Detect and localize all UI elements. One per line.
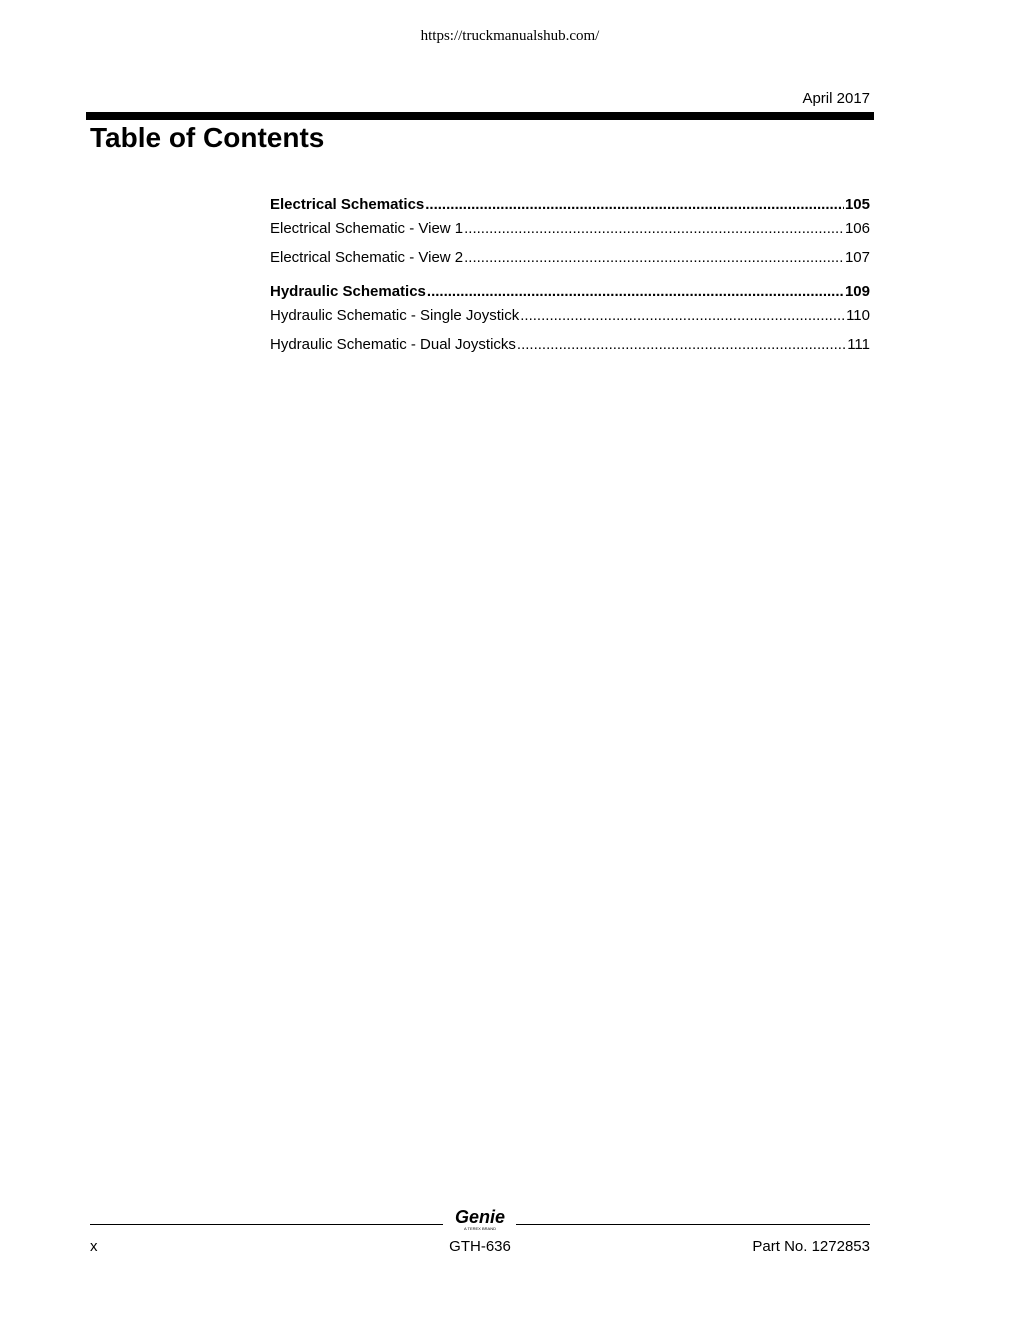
toc-page-number: 109 [844, 283, 870, 300]
toc-leader-dots [464, 217, 844, 241]
toc-page-number: 107 [844, 249, 870, 266]
toc-section-hydraulic[interactable] [270, 280, 870, 304]
page-title: Table of Contents [90, 122, 325, 153]
model-name: GTH-636 [449, 1238, 511, 1255]
toc-entry-label: Hydraulic Schematic - Dual Joysticks [270, 336, 516, 353]
toc-leader-dots [427, 280, 844, 304]
header-rule [86, 112, 874, 120]
toc-page-number: 110 [846, 307, 870, 324]
toc-entry[interactable] [270, 304, 870, 333]
svg-text:A TEREX BRAND: A TEREX BRAND [464, 1226, 496, 1231]
toc-leader-dots [425, 193, 844, 217]
toc-page-number: 111 [847, 336, 870, 353]
genie-logo-icon [448, 1206, 512, 1232]
toc-entry-label: Hydraulic Schematic - Single Joystick [270, 307, 520, 324]
toc-page-number: 105 [844, 196, 870, 213]
toc-entry-label: Electrical Schematic - View 2 [270, 249, 464, 266]
toc-leader-dots [520, 304, 845, 328]
table-of-contents [270, 193, 870, 362]
toc-section-label: Electrical Schematics [270, 196, 425, 213]
toc-entry[interactable] [270, 333, 870, 362]
footer-rule-right [516, 1224, 870, 1225]
toc-section-label: Hydraulic Schematics [270, 283, 426, 300]
toc-section-electrical[interactable] [270, 193, 870, 217]
toc-leader-dots [517, 333, 846, 357]
toc-entry[interactable] [270, 217, 870, 246]
footer-rule-left [90, 1224, 443, 1225]
publication-date: April 2017 [802, 90, 870, 107]
page-number: x [90, 1238, 98, 1255]
toc-leader-dots [464, 246, 844, 270]
source-url[interactable]: https://truckmanualshub.com/ [420, 28, 600, 44]
toc-entry[interactable] [270, 246, 870, 275]
toc-page-number: 106 [844, 220, 870, 237]
part-number: Part No. 1272853 [752, 1238, 870, 1255]
toc-entry-label: Electrical Schematic - View 1 [270, 220, 464, 237]
svg-text:Genie: Genie [454, 1207, 506, 1227]
